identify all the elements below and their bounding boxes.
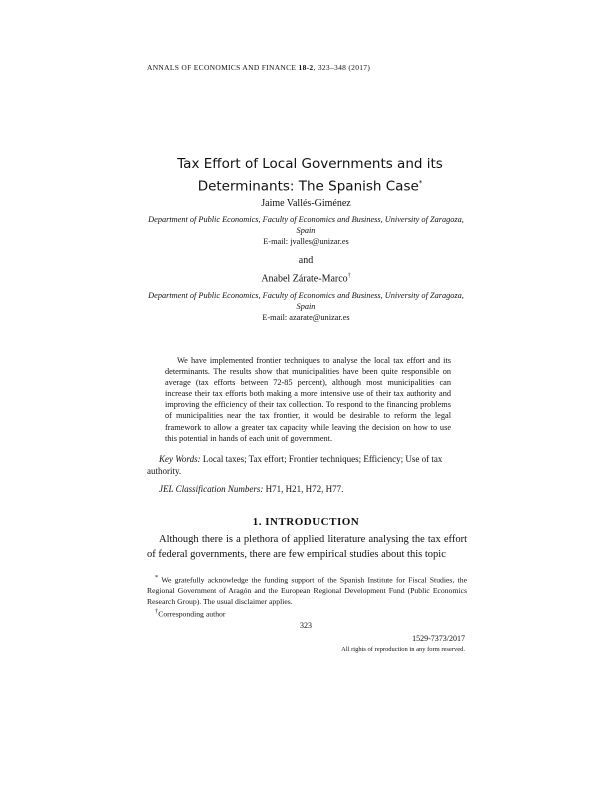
footnote (147, 607, 467, 620)
author-name: Anabel Zárate-Marco (261, 273, 348, 285)
footnotes (147, 573, 467, 620)
footnote (147, 573, 467, 607)
title-text: Tax Effort of Local Governments and its Determinants: The Spanish Case (177, 156, 443, 195)
author-1-email: E-mail: jvalles@unizar.es (263, 237, 349, 246)
and-text: and (298, 255, 314, 266)
author-1-affiliation: Department of Public Economics, Faculty of Economics and Business, University of Zaragoza, Spain (148, 215, 464, 235)
author-2-email: E-mail: azarate@unizar.es (262, 313, 350, 322)
keywords-label: Key Words: (159, 454, 201, 464)
title-footnote-mark: * (418, 179, 423, 187)
rights-notice: All rights of reproduction in any form reserved. (341, 646, 465, 653)
intro-paragraph: Although there is a plethora of applied literature analysing the tax effort of federal governments, there are few empirical studies about this topic (147, 534, 467, 560)
jel-label: JEL Classification Numbers: (159, 484, 264, 494)
jel-codes (147, 483, 467, 495)
author-2-affiliation: Department of Public Economics, Faculty of Economics and Business, University of Zaragoza, Spain (148, 291, 464, 311)
keywords-block (147, 453, 467, 495)
footnote-text: We gratefully acknowledge the funding support of the Spanish Institute for Fiscal Studies, the Regional Government of Aragón and the European Regional Development Fund (Public Economics Research Group). The usual disclaimer applies. (147, 575, 467, 606)
journal-issue: 18-2 (298, 63, 314, 72)
page-number: 323 (300, 621, 312, 630)
footnote-mark: * (155, 574, 159, 581)
author-1-name (147, 198, 465, 209)
running-header (147, 63, 370, 72)
keywords (147, 453, 467, 477)
author-footnote-mark: † (347, 273, 351, 279)
author-2-name (147, 273, 465, 284)
journal-pages: , 323–348 (2017) (313, 63, 371, 72)
author-name: Jaime Vallés-Giménez (261, 198, 351, 209)
footnote-text: Corresponding author (158, 609, 226, 619)
paper-title (140, 155, 480, 197)
section-heading: 1. INTRODUCTION (252, 516, 360, 528)
jel-text: H71, H21, H72, H77. (265, 484, 344, 494)
abstract: We have implemented frontier techniques to analyse the local tax effort and its determinants. The results show that municipalities have been quite responsible on average (tax efforts between 72-85 percent), although most municipalities can increase their tax efforts both making a more intensive use of their tax authority and improving the efficiency of their tax collection. To respond to the financing problems of municipalities near the tax frontier, it would be desirable to reform the legal framework to allow a greater tax capacity while leaving the decision on how to use this potential in hands of each unit of government. (165, 356, 451, 443)
issn: 1529-7373/2017 (412, 634, 465, 643)
journal-name: ANNALS OF ECONOMICS AND FINANCE (147, 63, 297, 72)
footnote-mark: † (155, 608, 159, 616)
keywords-text: Local taxes; Tax effort; Frontier techniques; Efficiency; Use of tax authority. (147, 454, 443, 476)
